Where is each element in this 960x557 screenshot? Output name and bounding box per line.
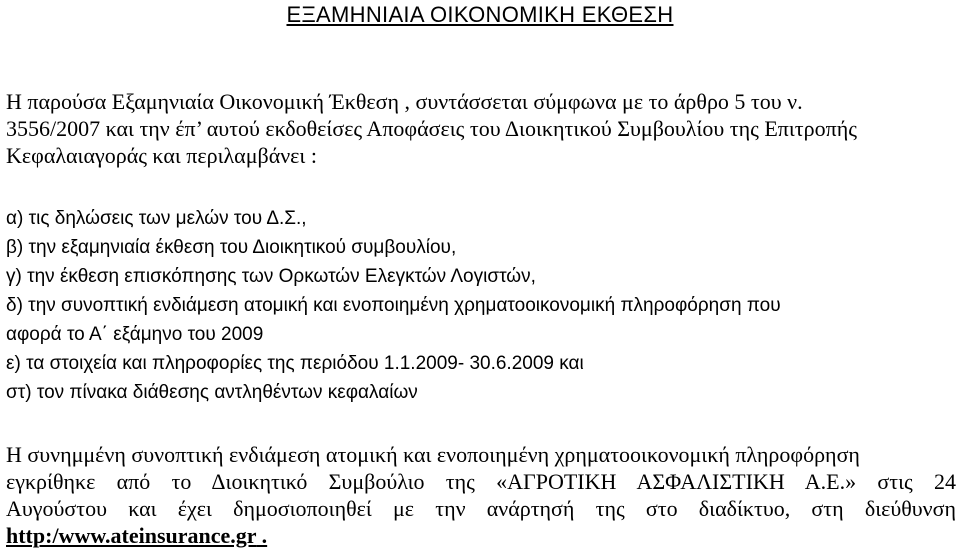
list-item: α) τις δηλώσεις των μελών του Δ.Σ., [6, 208, 307, 229]
intro-line-3: Κεφαλαιαγοράς και περιλαμβάνει : [6, 143, 317, 168]
website-link[interactable]: http:/www.ateinsurance.gr [6, 523, 257, 548]
closing-line-3: Αυγούστου και έχει δημοσιοποιηθεί με την ανάρτησή της στο διαδίκτυο, στη διεύθυνση [6, 496, 956, 521]
link-suffix: . [256, 523, 268, 548]
intro-line-2: 3556/2007 και την έπ’ αυτού εκδοθείσες Αποφάσεις του Διοικητικού Συμβουλίου της Επιτροπής [6, 116, 857, 141]
intro-line-1: Η παρούσα Εξαμηνιαία Οικονομική Έκθεση , συντάσσεται σύμφωνα με το άρθρο 5 του ν. [6, 89, 803, 114]
closing-line-1: Η συνημμένη συνοπτική ενδιάμεση ατομική και ενοποιημένη χρηματοοικονομική πληροφόρηση [6, 442, 860, 467]
list-item: β) την εξαμηνιαία έκθεση του Διοικητικού συμβουλίου, [6, 237, 457, 258]
list-item: γ) την έκθεση επισκόπησης των Ορκωτών Ελεγκτών Λογιστών, [6, 266, 536, 287]
intro-paragraph [6, 88, 956, 169]
list-item: στ) τον πίνακα διάθεσης αντληθέντων κεφαλαίων [6, 382, 418, 403]
closing-paragraph [6, 441, 956, 549]
page-title: ΕΞΑΜΗΝΙΑΙΑ ΟΙΚΟΝΟΜΙΚΗ ΕΚΘΕΣΗ [286, 2, 674, 27]
list-item: δ) την συνοπτική ενδιάμεση ατομική και ενοποιημένη χρηματοοικονομική πληροφόρηση που [6, 295, 781, 316]
list-item: ε) τα στοιχεία και πληροφορίες της περιόδου 1.1.2009- 30.6.2009 και [6, 353, 584, 374]
contents-list [6, 204, 956, 407]
closing-line-2: εγκρίθηκε από το Διοικητικό Συμβούλιο της «ΑΓΡΟΤΙΚΗ ΑΣΦΑΛΙΣΤΙΚΗ Α.Ε.» στις 24 [6, 469, 956, 494]
list-item: αφορά το Α΄ εξάμηνο του 2009 [6, 324, 264, 345]
closing-line-4 [6, 522, 956, 549]
